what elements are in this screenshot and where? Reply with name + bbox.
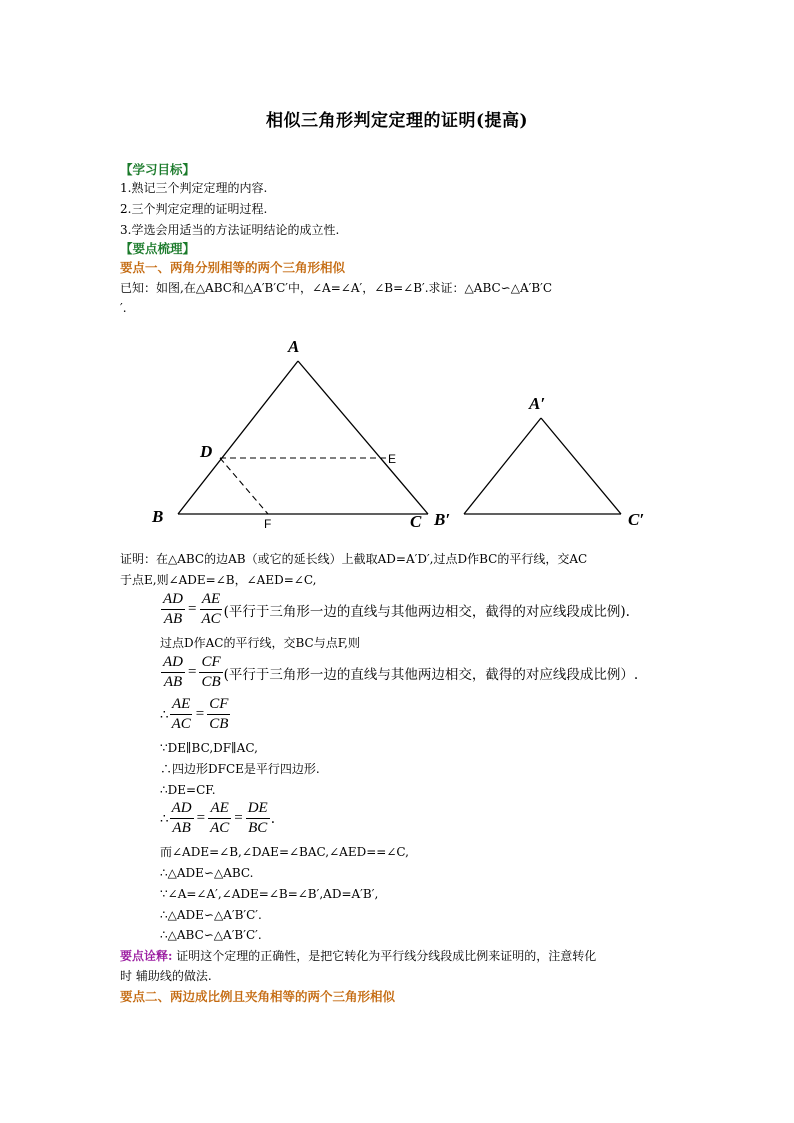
note-line-cont: 时 辅助线的做法. xyxy=(120,969,212,983)
proportion-row: ∴ $\frac{AE}{AC}$ = $\frac{CF}{CB}$ xyxy=(160,696,229,732)
fraction: $\frac{AE}{AC}$ xyxy=(171,696,191,732)
segment-A2B2 xyxy=(464,418,541,514)
label-E: E xyxy=(388,452,397,466)
segment-AB xyxy=(178,361,298,514)
fraction: $\frac{AE}{AC}$ xyxy=(201,591,221,627)
proportion-row: ∴ $\frac{AD}{AB}$ = $\frac{AE}{AC}$ = $\frac{DE}{BC}$ . xyxy=(160,800,275,836)
proof-line: ∴四边形DFCE是平行四边形. xyxy=(160,762,320,776)
page-title: 相似三角形判定定理的证明(提高) xyxy=(265,111,529,131)
note-line: 要点诠释: 证明这个定理的正确性，是把它转化为平行线分线段成比例来证明的，注意转化 xyxy=(120,949,597,963)
label-C: C xyxy=(410,512,422,531)
proportion-row: $\frac{AD}{AB}$ = $\frac{AE}{AC}$ (平行于三角形一边的直线与其他两边相交，截得的对应线段成比例). xyxy=(163,591,630,627)
theorem-note: (平行于三角形一边的直线与其他两边相交，截得的对应线段成比例). xyxy=(223,603,630,620)
proof-line: ∴△ADE∽△ABC. xyxy=(160,866,254,880)
point1-title: 要点一、两角分别相等的两个三角形相似 xyxy=(120,260,346,275)
label-F: F xyxy=(264,517,272,531)
fraction: $\frac{AD}{AB}$ xyxy=(171,800,192,836)
fraction: $\frac{AD}{AB}$ xyxy=(163,591,183,627)
known-line-cont: ′. xyxy=(120,301,127,315)
points-header: 【要点梳理】 xyxy=(120,241,196,256)
fraction: $\frac{DE}{BC}$ xyxy=(247,800,268,836)
fraction: $\frac{CF}{CB}$ xyxy=(209,696,229,732)
note-text: 证明这个定理的正确性，是把它转化为平行线分线段成比例来证明的，注意转化 xyxy=(176,949,597,963)
segment-A2C2 xyxy=(541,418,621,514)
note-label: 要点诠释 xyxy=(120,949,169,963)
proof-line: ∴DE=CF. xyxy=(160,783,216,797)
label-D: D xyxy=(200,442,213,461)
proportion-row: $\frac{AD}{AB}$ = $\frac{CF}{CB}$ (平行于三角形一边的直线与其他两边相交，截得的对应线段成比例）. xyxy=(163,654,639,690)
fraction: $\frac{AD}{AB}$ xyxy=(163,654,183,690)
proof-line: ∵DE∥BC,DF∥AC, xyxy=(160,741,258,755)
goal-item: 3.学选会用适当的方法证明结论的成立性. xyxy=(120,223,340,237)
segment-DF xyxy=(220,458,268,514)
proof-line: 证明：在△ABC的边AB（或它的延长线）上截取AD=A′D′,过点D作BC的平行线，交AC xyxy=(120,552,588,566)
fraction: $\frac{AE}{AC}$ xyxy=(210,800,230,836)
fraction: $\frac{CF}{CB}$ xyxy=(201,654,221,690)
goal-item: 2.三个判定定理的证明过程. xyxy=(120,202,268,216)
proof-line: ∴△ADE∽△A′B′C′. xyxy=(160,908,262,922)
label-C-prime: C′ xyxy=(628,510,645,529)
label-B-prime: B′ xyxy=(434,510,451,529)
theorem-note: (平行于三角形一边的直线与其他两边相交，截得的对应线段成比例）. xyxy=(223,666,639,683)
proof-line: 过点D作AC的平行线，交BC与点F,则 xyxy=(160,636,360,650)
label-A-prime: A′ xyxy=(529,394,546,413)
goals-header: 【学习目标】 xyxy=(120,162,196,177)
proof-line: 而∠ADE=∠B,∠DAE=∠BAC,∠AED==∠C, xyxy=(160,845,409,859)
known-line: 已知：如图,在△ABC和△A′B′C′中，∠A=∠A′，∠B=∠B′.求证：△ABC∽△A′B′C xyxy=(120,281,553,295)
triangle-figure xyxy=(140,330,660,540)
point2-title: 要点二、两边成比例且夹角相等的两个三角形相似 xyxy=(120,989,396,1004)
goal-item: 1.熟记三个判定定理的内容. xyxy=(120,181,268,195)
label-B: B xyxy=(152,507,164,526)
proof-line: ∵∠A=∠A′,∠ADE=∠B=∠B′,AD=A′B′, xyxy=(160,887,379,901)
proof-line: ∴△ABC∽△A′B′C′. xyxy=(160,928,262,942)
segment-AC xyxy=(298,361,428,514)
label-A: A xyxy=(288,337,300,356)
proof-line: 于点E,则∠ADE=∠B，∠AED=∠C, xyxy=(120,573,317,587)
